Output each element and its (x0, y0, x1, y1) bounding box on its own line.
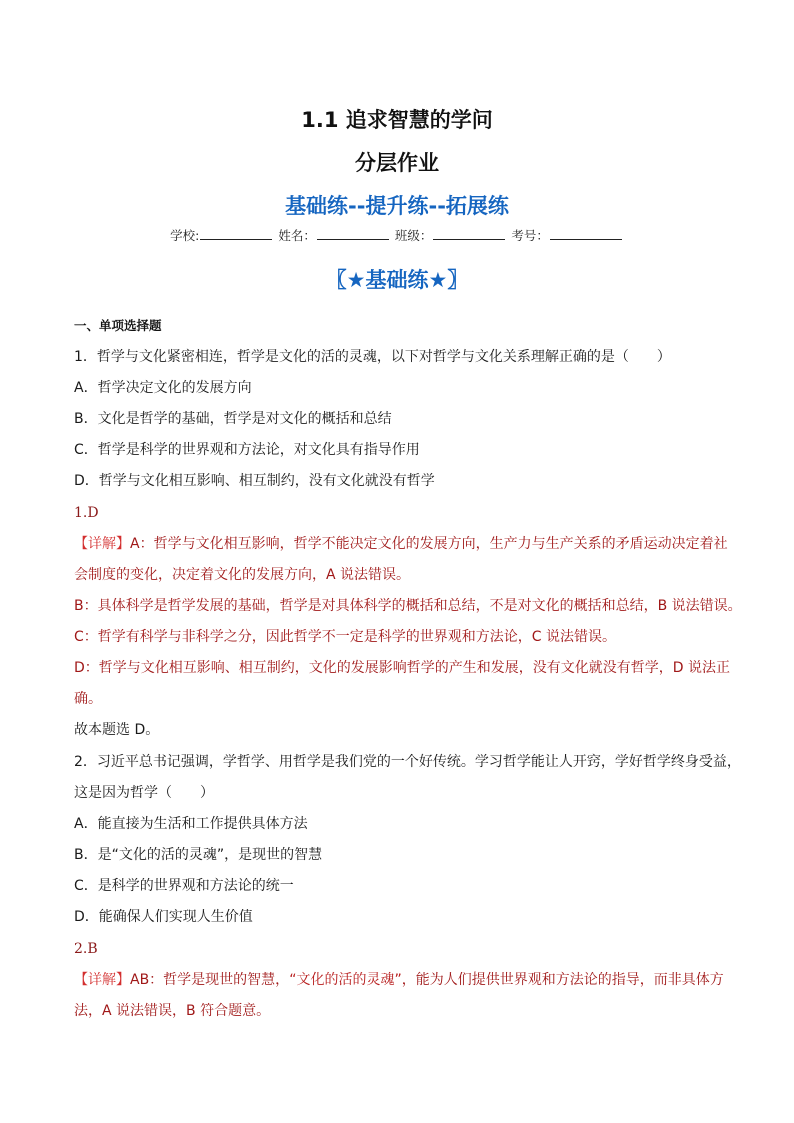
question-1-option-b: B．文化是哲学的基础，哲学是对文化的概括和总结 (74, 411, 392, 427)
student-info-line (0, 226, 794, 244)
question-2-option-a: A．能直接为生活和工作提供具体方法 (74, 816, 308, 832)
explanation-tag: 【详解】 (74, 972, 130, 988)
school-label: 学校: (170, 228, 200, 243)
question-2-stem: 2．习近平总书记强调，学哲学、用哲学是我们党的一个好传统。学习哲学能让人开窍，学好哲学终身受益， (74, 754, 741, 770)
class-blank[interactable] (433, 227, 505, 240)
quote-text: “文化的活的灵魂” (289, 972, 402, 988)
question-2-option-b: B．是“文化的活的灵魂”，是现世的智慧 (74, 847, 323, 863)
question-1-explanation-line: 确。 (74, 691, 102, 707)
question-2-stem: 这是因为哲学（ ） (74, 785, 214, 801)
class-label: 班级： (394, 228, 433, 243)
school-blank[interactable] (200, 227, 272, 240)
exam-number-blank[interactable] (550, 227, 622, 240)
question-1-explanation-line: D：哲学与文化相互影响、相互制约，文化的发展影响哲学的产生和发展，没有文化就没有哲学，D 说法正 (74, 660, 731, 676)
question-2-explanation-line: 【详解】AB：哲学是现世的智慧，“文化的活的灵魂”，能为人们提供世界观和方法论的指导，而非具体方 (74, 972, 724, 988)
name-label: 姓名： (278, 228, 316, 243)
question-2-explanation-line: 法，A 说法错误，B 符合题意。 (74, 1003, 271, 1019)
question-1-answer: 1.D (74, 505, 99, 521)
question-1-option-a: A．哲学决定文化的发展方向 (74, 380, 252, 396)
question-1-explanation-line: 【详解】A：哲学与文化相互影响，哲学不能决定文化的发展方向，生产力与生产关系的矛盾运动决定着社 (74, 536, 728, 552)
question-2-answer: 2.B (74, 941, 98, 957)
question-1-option-c: C．哲学是科学的世界观和方法论，对文化具有指导作用 (74, 442, 420, 458)
question-1-conclusion: 故本题选 D。 (74, 722, 160, 738)
question-2-option-c: C．是科学的世界观和方法论的统一 (74, 878, 294, 894)
name-blank[interactable] (317, 227, 389, 240)
level-title: 基础练--提升练--拓展练 (285, 194, 509, 218)
question-1-option-d: D．哲学与文化相互影响、相互制约，没有文化就没有哲学 (74, 473, 435, 489)
question-1-explanation-line: 会制度的变化，决定着文化的发展方向，A 说法错误。 (74, 567, 411, 583)
question-2-option-d: D．能确保人们实现人生价值 (74, 909, 253, 925)
section-banner: 〖★基础练★〗 (325, 268, 469, 292)
question-1-stem: 1．哲学与文化紧密相连，哲学是文化的活的灵魂，以下对哲学与文化关系理解正确的是（ ） (74, 349, 671, 365)
question-1-explanation-line: B：具体科学是哲学发展的基础，哲学是对具体科学的概括和总结，不是对文化的概括和总结，B 说法错误。 (74, 598, 742, 614)
exam-number-label: 考号： (511, 228, 549, 243)
page-title: 1.1 追求智慧的学问 (301, 108, 493, 132)
section-heading: 一、单项选择题 (74, 318, 162, 333)
page-subtitle: 分层作业 (355, 151, 439, 175)
question-1-explanation-line: C：哲学有科学与非科学之分，因此哲学不一定是科学的世界观和方法论，C 说法错误。 (74, 629, 616, 645)
explanation-tag: 【详解】 (74, 536, 130, 552)
